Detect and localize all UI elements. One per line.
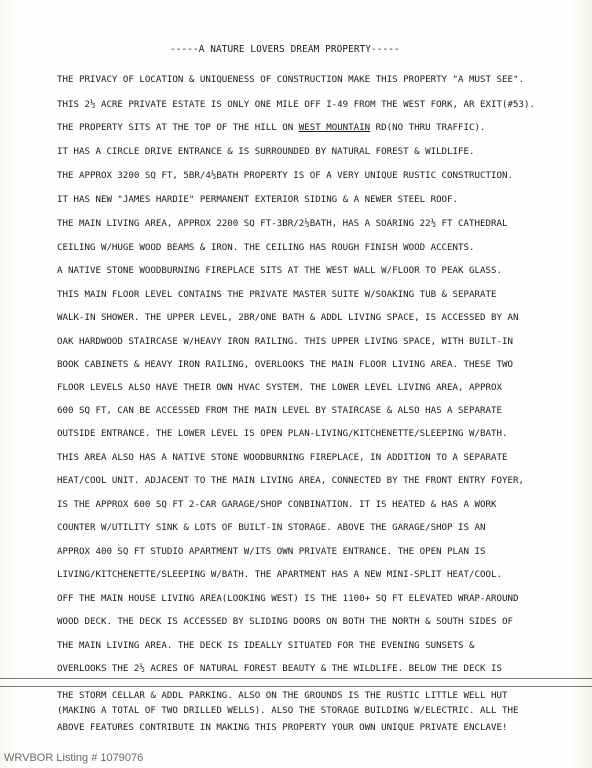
text-line: THE PRIVACY OF LOCATION & UNIQUENESS OF CONSTRUCTION MAKE THIS PROPERTY "A MUST SEE". (57, 75, 524, 85)
text-line: IT HAS A CIRCLE DRIVE ENTRANCE & IS SURROUNDED BY NATURAL FOREST & WILDLIFE. (57, 147, 475, 157)
text-line: THIS MAIN FLOOR LEVEL CONTAINS THE PRIVATE MASTER SUITE W/SOAKING TUB & SEPARATE (57, 290, 497, 300)
listing-watermark: WRVBOR Listing # 1079076 (4, 752, 144, 764)
text-line: THE STORM CELLAR & ADDL PARKING. ALSO ON THE GROUNDS IS THE RUSTIC LITTLE WELL HUT (57, 691, 508, 701)
text-line: THE APPROX 3200 SQ FT, 5BR/4½BATH PROPERTY IS OF A VERY UNIQUE RUSTIC CONSTRUCTION. (57, 171, 513, 181)
text-line: (MAKING A TOTAL OF TWO DRILLED WELLS). ALSO THE STORAGE BUILDING W/ELECTRIC. ALL THE (57, 706, 519, 716)
text-line: WOOD DECK. THE DECK IS ACCESSED BY SLIDING DOORS ON BOTH THE NORTH & SOUTH SIDES OF (57, 617, 513, 627)
text-line: APPROX 400 SQ FT STUDIO APARTMENT W/ITS OWN PRIVATE ENTRANCE. THE OPEN PLAN IS (57, 547, 486, 557)
text-line: THE MAIN LIVING AREA, APPROX 2200 SQ FT-3BR/2½BATH, HAS A SOARING 22½ FT CATHEDRAL (57, 219, 508, 229)
line-suffix: RD(NO THRU TRAFFIC). (370, 123, 486, 133)
text-line: 600 SQ FT, CAN BE ACCESSED FROM THE MAIN LEVEL BY STAIRCASE & ALSO HAS A SEPARATE (57, 406, 502, 416)
underlined-road-name: WEST MOUNTAIN (298, 123, 371, 133)
text-line: OFF THE MAIN HOUSE LIVING AREA(LOOKING WEST) IS THE 1100+ SQ FT ELEVATED WRAP-AROUND (57, 594, 519, 604)
line-prefix: THE PROPERTY SITS AT THE TOP OF THE HILL ON (57, 123, 299, 133)
text-line: THIS 2½ ACRE PRIVATE ESTATE IS ONLY ONE MILE OFF I-49 FROM THE WEST FORK, AR EXIT(#53). (57, 100, 535, 110)
text-line: COUNTER W/UTILITY SINK & LOTS OF BUILT-IN STORAGE. ABOVE THE GARAGE/SHOP IS AN (57, 523, 486, 533)
text-line: THE MAIN LIVING AREA. THE DECK IS IDEALLY SITUATED FOR THE EVENING SUNSETS & (57, 641, 475, 651)
text-line: IS THE APPROX 600 SQ FT 2-CAR GARAGE/SHOP CONBINATION. IT IS HEATED & HAS A WORK (57, 500, 497, 510)
fold-line (0, 678, 592, 679)
text-line: THIS AREA ALSO HAS A NATIVE STONE WOODBURNING FIREPLACE, IN ADDITION TO A SEPARATE (57, 453, 508, 463)
text-line: LIVING/KITCHENETTE/SLEEPING W/BATH. THE APARTMENT HAS A NEW MINI-SPLIT HEAT/COOL. (57, 570, 502, 580)
text-line: CEILING W/HUGE WOOD BEAMS & IRON. THE CEILING HAS ROUGH FINISH WOOD ACCENTS. (57, 243, 475, 253)
text-line: OUTSIDE ENTRANCE. THE LOWER LEVEL IS OPEN PLAN-LIVING/KITCHENETTE/SLEEPING W/BATH. (57, 429, 508, 439)
document-title: -----A NATURE LOVERS DREAM PROPERTY----- (170, 44, 400, 55)
text-line: WALK-IN SHOWER. THE UPPER LEVEL, 2BR/ONE BATH & ADDL LIVING SPACE, IS ACCESSED BY AN (57, 313, 519, 323)
text-line: BOOK CABINETS & HEAVY IRON RAILING, OVERLOOKS THE MAIN FLOOR LIVING AREA. THESE TWO (57, 360, 513, 370)
text-line: A NATIVE STONE WOODBURNING FIREPLACE SITS AT THE WEST WALL W/FLOOR TO PEAK GLASS. (57, 266, 502, 276)
text-line: ABOVE FEATURES CONTRIBUTE IN MAKING THIS PROPERTY YOUR OWN UNIQUE PRIVATE ENCLAVE! (57, 723, 508, 733)
text-line: HEAT/COOL UNIT. ADJACENT TO THE MAIN LIVING AREA, CONNECTED BY THE FRONT ENTRY FOYER, (57, 476, 524, 486)
fold-line (0, 686, 592, 687)
text-line: OVERLOOKS THE 2½ ACRES OF NATURAL FOREST BEAUTY & THE WILDLIFE. BELOW THE DECK IS (57, 664, 502, 674)
text-line: FLOOR LEVELS ALSO HAVE THEIR OWN HVAC SYSTEM. THE LOWER LEVEL LIVING AREA, APPROX (57, 383, 502, 393)
text-line: OAK HARDWOOD STAIRCASE W/HEAVY IRON RAILING. THIS UPPER LIVING SPACE, WITH BUILT-IN (57, 337, 513, 347)
text-line: IT HAS NEW "JAMES HARDIE" PERMANENT EXTERIOR SIDING & A NEWER STEEL ROOF. (57, 195, 459, 205)
text-line (57, 122, 486, 134)
